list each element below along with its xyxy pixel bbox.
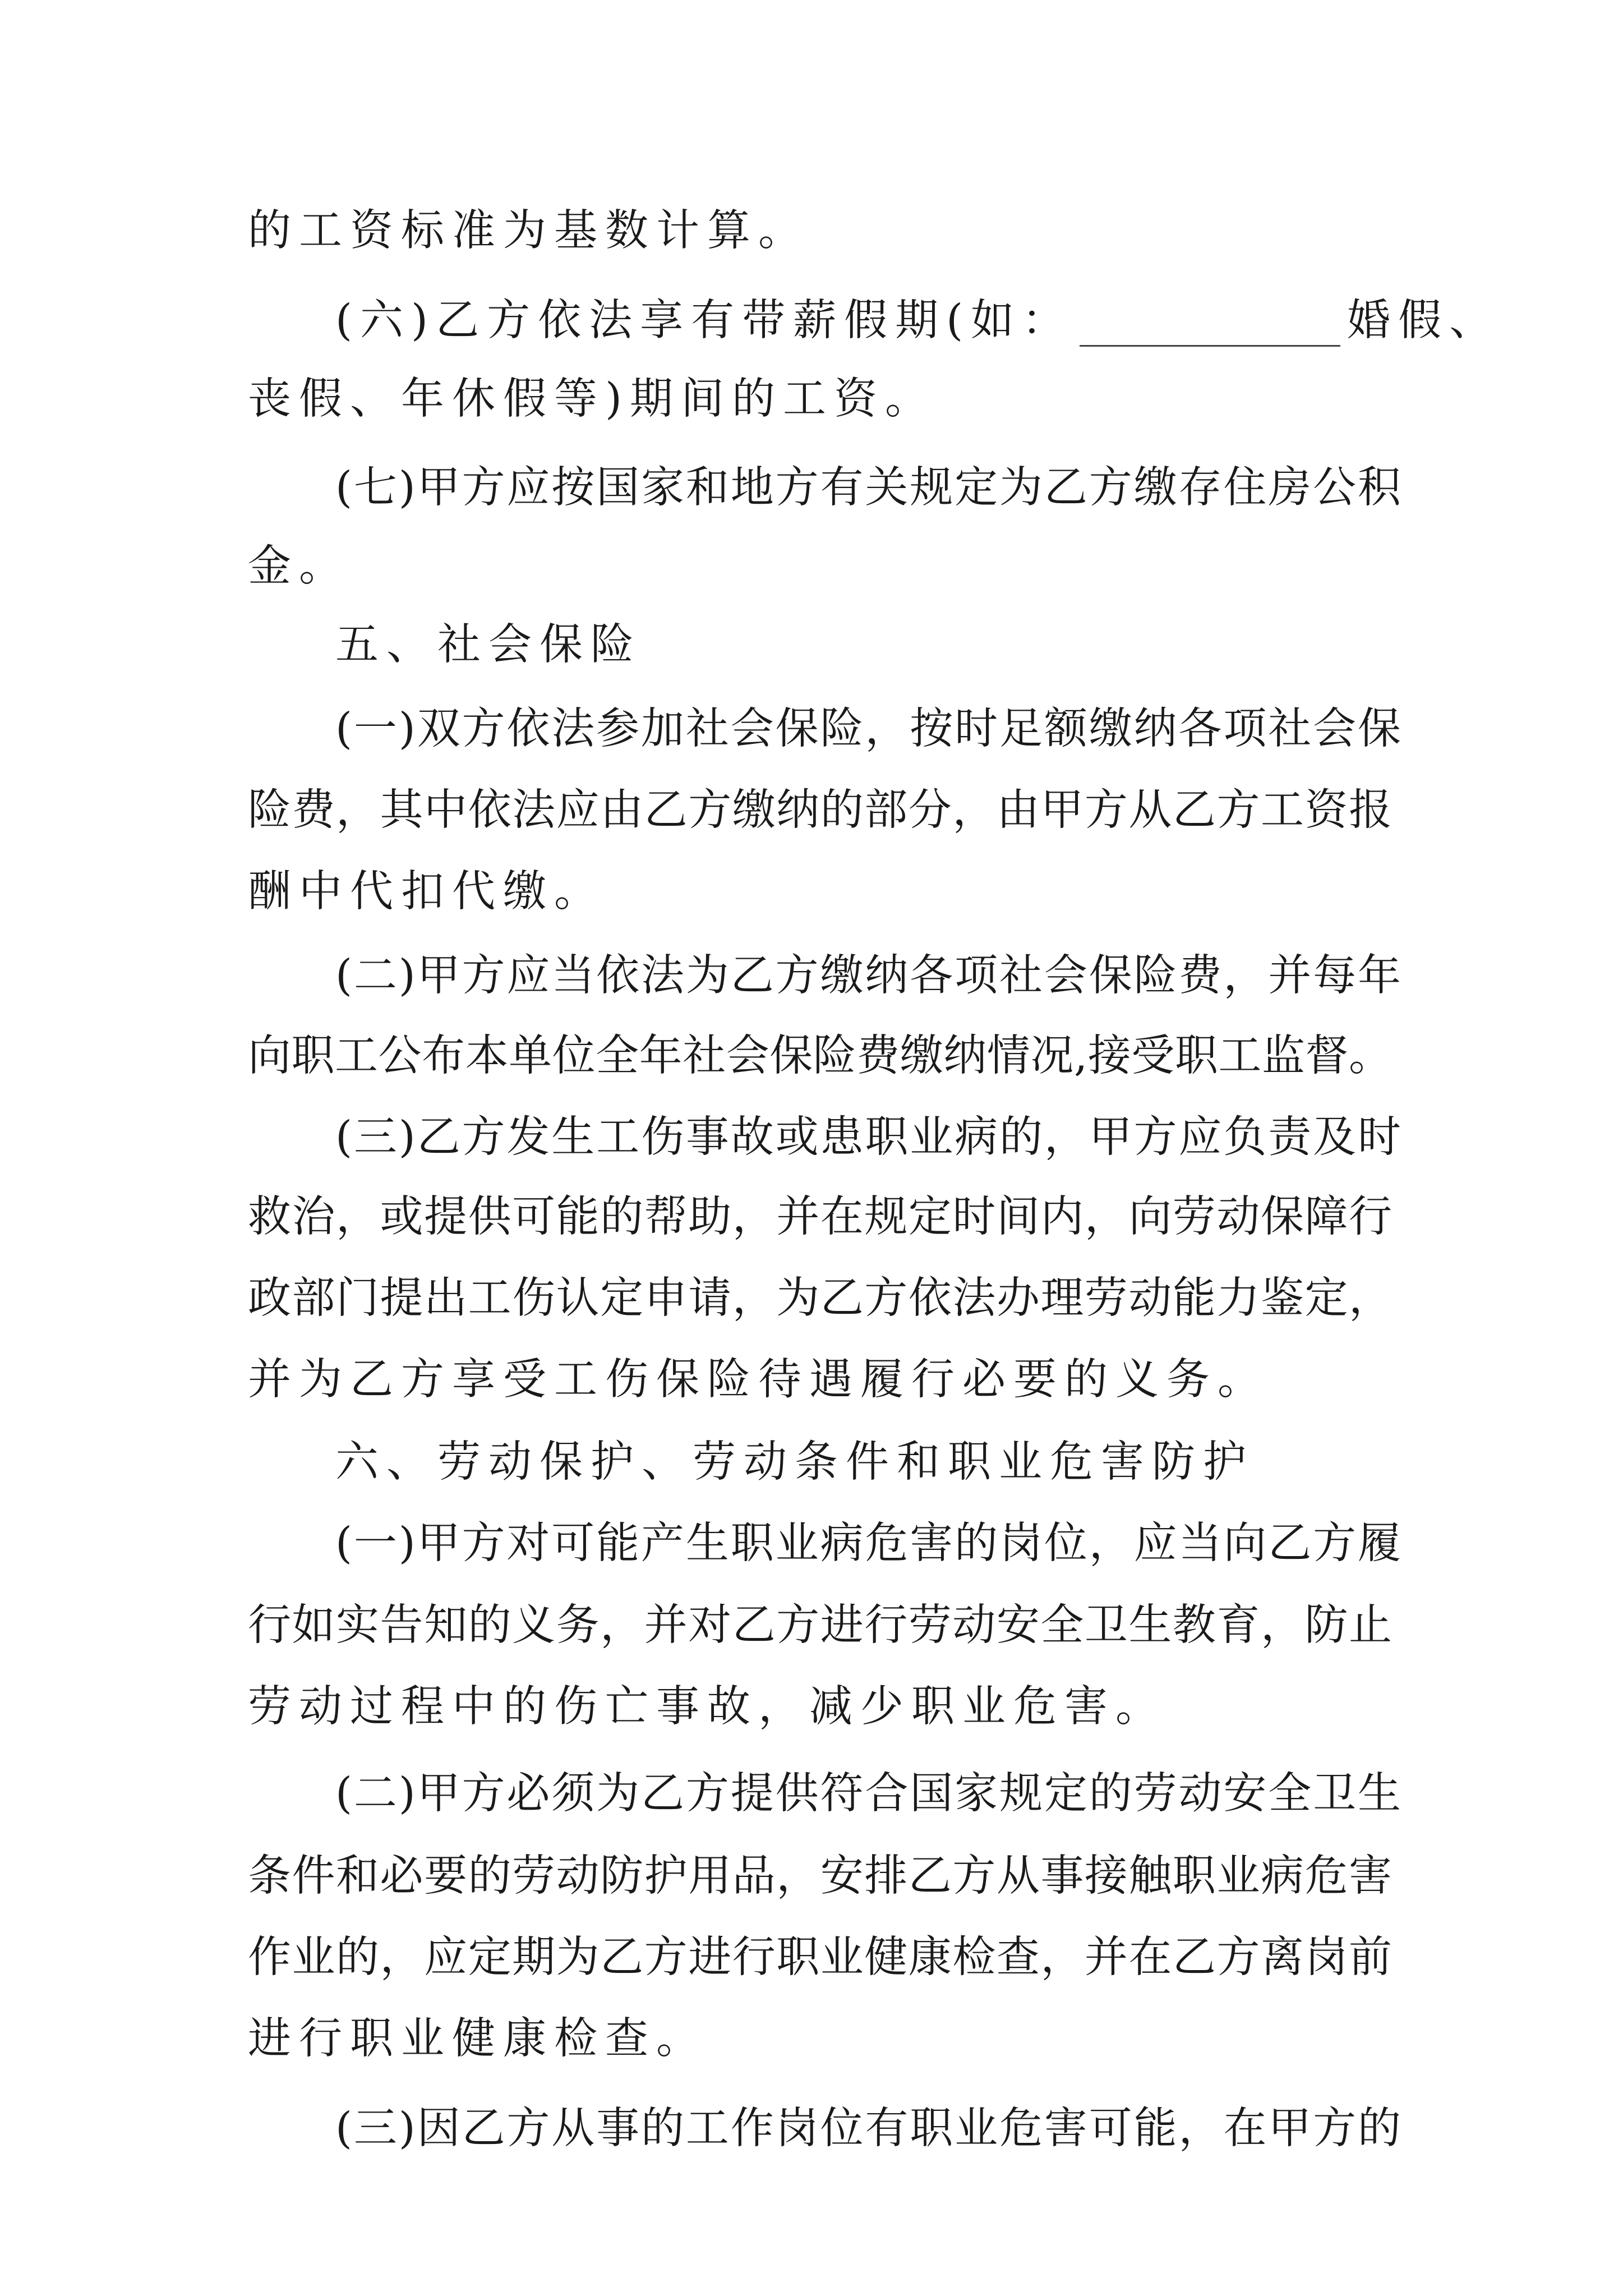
text-line: 作业的，应定期为乙方进行职业健康检查，并在乙方离岗前 [248,1932,1392,1982]
text-line: 劳动过程中的伤亡事故，减少职业危害。 [248,1682,1166,1732]
fill-in-blank[interactable] [1080,301,1340,347]
text-line: 政部门提出工伤认定申请，为乙方依法办理劳动能力鉴定， [248,1273,1392,1323]
text-line: 条件和必要的劳动防护用品，安排乙方从事接触职业病危害 [248,1851,1392,1901]
section-heading: 六、劳动保护、劳动条件和职业危害防护 [335,1437,1254,1487]
text-line: 进行职业健康检查。 [248,2014,707,2064]
text-line: 向职工公布本单位全年社会保险费缴纳情况,接受职工监督。 [248,1031,1392,1081]
text-line: 救治，或提供可能的帮助，并在规定时间内，向劳动保障行 [248,1192,1392,1242]
text-line: (二)甲方应当依法为乙方缴纳各项社会保险费，并每年 [335,951,1401,1001]
text-line: (一)双方依法参加社会保险，按时足额缴纳各项社会保 [335,704,1401,754]
text-fragment: (六)乙方依法享有带薪假期(如： [335,296,1073,346]
section-heading: 五、社会保险 [335,620,642,670]
text-line: 行如实告知的义务，并对乙方进行劳动安全卫生教育，防止 [248,1600,1392,1650]
text-line: 险费，其中依法应由乙方缴纳的部分，由甲方从乙方工资报 [248,785,1392,835]
text-line: (三)乙方发生工伤事故或患职业病的，甲方应负责及时 [335,1112,1401,1162]
text-line: 金。 [248,541,350,591]
text-line: (七)甲方应按国家和地方有关规定为乙方缴存住房公积 [335,463,1401,513]
text-line: (三)因乙方从事的工作岗位有职业危害可能，在甲方的 [335,2104,1401,2154]
text-line [335,287,1501,355]
text-line: (二)甲方必须为乙方提供符合国家规定的劳动安全卫生 [335,1769,1401,1819]
text-line: 的工资标准为基数计算。 [248,206,809,256]
text-line: 酬中代扣代缴。 [248,867,605,917]
text-line: 丧假、年休假等)期间的工资。 [248,374,937,424]
text-line: 并为乙方享受工伤保险待遇履行必要的义务。 [248,1355,1269,1405]
text-line: (一)甲方对可能产生职业病危害的岗位，应当向乙方履 [335,1519,1401,1568]
text-fragment: 婚假、 [1347,296,1501,346]
